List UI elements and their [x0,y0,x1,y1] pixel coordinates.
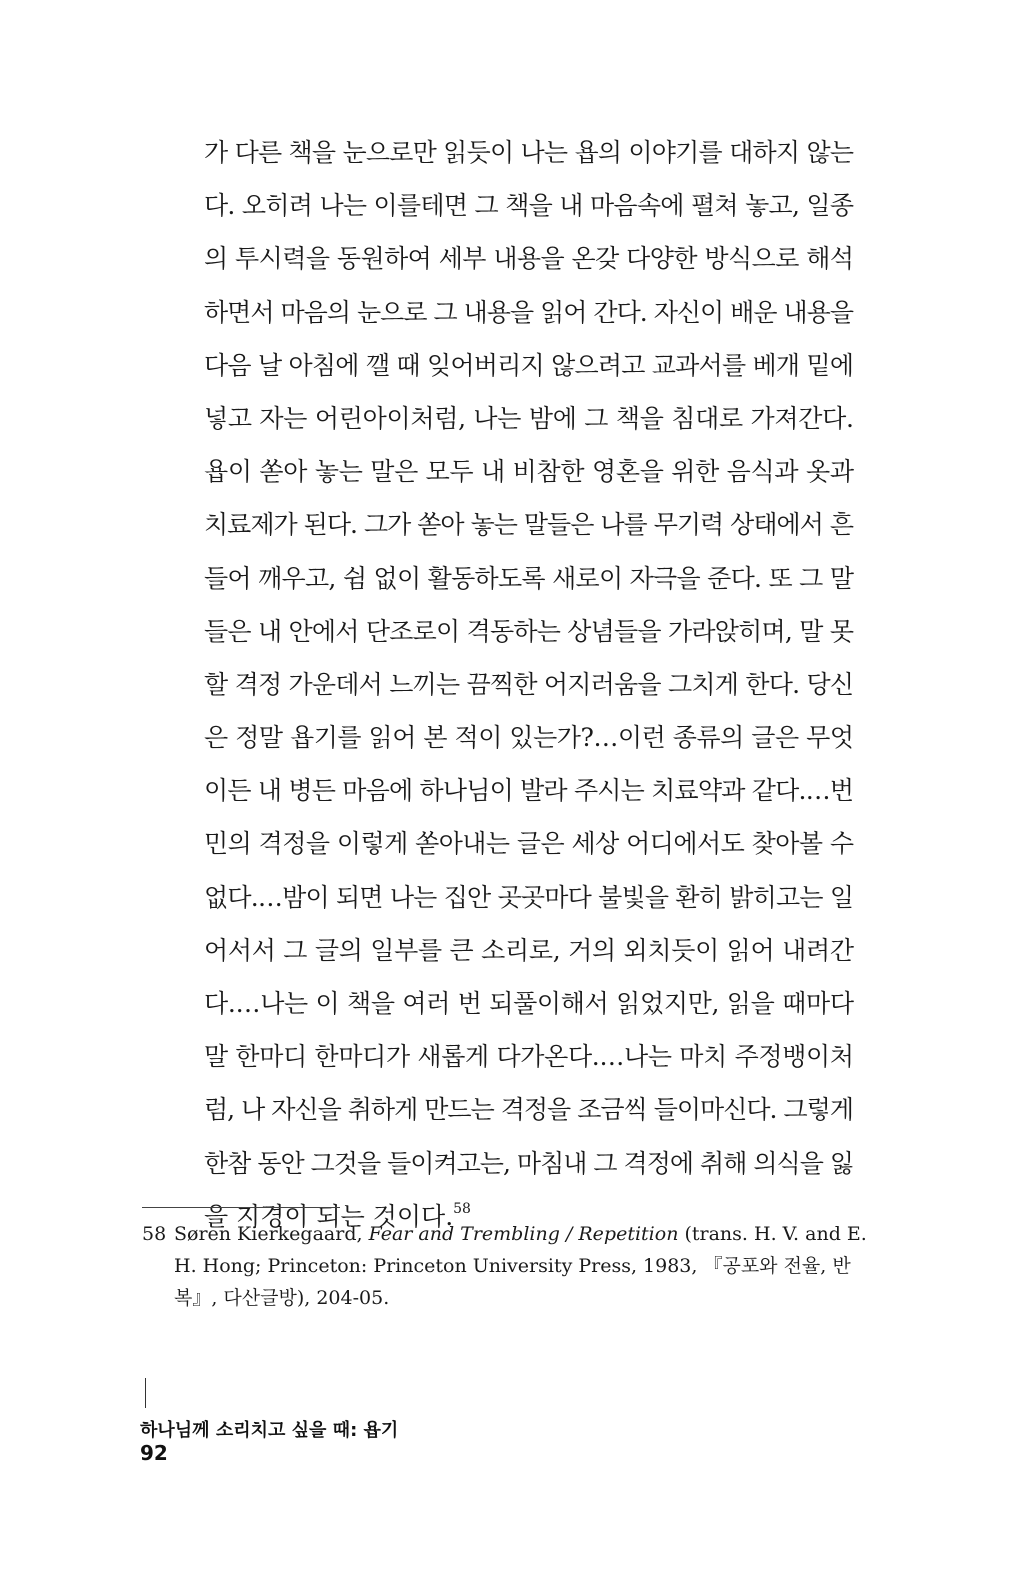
body-line: 넣고 자는 어린아이처럼, 나는 밤에 그 책을 침대로 가져간다. [204,403,854,433]
body-line: 없다.…밤이 되면 나는 집안 곳곳마다 불빛을 환히 밝히고는 일 [204,882,854,912]
body-line: 어서서 그 글의 일부를 큰 소리로, 거의 외치듯이 읽어 내려간 [204,935,854,965]
body-line: 다. 오히려 나는 이를테면 그 책을 내 마음속에 펼쳐 놓고, 일종 [204,191,854,221]
footnote-divider [142,1207,340,1208]
body-line: 한참 동안 그것을 들이켜고는, 마침내 그 격정에 취해 의식을 잃 [204,1148,854,1178]
body-line: 할 격정 가운데서 느끼는 끔찍한 어지러움을 그치게 한다. 당신 [204,669,854,699]
footnote-number: 58 [142,1223,167,1245]
body-line: 하면서 마음의 눈으로 그 내용을 읽어 간다. 자신이 배운 내용을 [204,297,854,327]
body-line: 다.…나는 이 책을 여러 번 되풀이해서 읽었지만, 읽을 때마다 [204,989,854,1018]
body-line: 이든 내 병든 마음에 하나님이 발라 주시는 치료약과 같다.…번 [204,776,854,806]
body-line: 들어 깨우고, 쉼 없이 활동하도록 새로이 자극을 준다. 또 그 말 [204,563,854,593]
body-line: 다음 날 아침에 깰 때 잊어버리지 않으려고 교과서를 베개 밑에 [204,350,854,380]
body-line: 은 정말 욥기를 읽어 본 적이 있는가?…이런 종류의 글은 무엇 [204,723,854,753]
body-text [204,126,854,1243]
body-line: 치료제가 된다. 그가 쏟아 놓는 말들은 나를 무기력 상태에서 흔 [204,510,854,540]
body-line: 럼, 나 자신을 취하게 만드는 격정을 조금씩 들이마신다. 그렇게 [204,1095,854,1125]
body-line: 의 투시력을 동원하여 세부 내용을 온갖 다양한 방식으로 해석 [204,244,854,274]
footer-vertical-rule [145,1378,146,1408]
footnote-reference[interactable]: 58 [453,1200,471,1217]
body-line: 민의 격정을 이렇게 쏟아내는 글은 세상 어디에서도 찾아볼 수 [204,829,854,859]
body-line: 가 다른 책을 눈으로만 읽듯이 나는 욥의 이야기를 대하지 않는 [204,138,854,167]
body-line: 욥이 쏟아 놓는 말은 모두 내 비참한 영혼을 위한 음식과 옷과 [204,457,854,487]
footnote-line [174,1218,867,1250]
footnote [142,1218,867,1314]
footnote-author: Søren Kierkegaard, [174,1223,369,1245]
footnote-line: H. Hong; Princeton: Princeton University Press, 1983, 『공포와 전율, 반 [174,1255,851,1277]
footnote-line: 복』, 다산글방), 204-05. [174,1287,390,1309]
footnote-translator: (trans. H. V. and E. [678,1223,867,1245]
footnote-book-title: Fear and Trembling / Repetition [368,1223,679,1245]
footnote-text [174,1218,867,1314]
body-line: 들은 내 안에서 단조로이 격동하는 상념들을 가라앉히며, 말 못 [204,616,854,646]
page-number: 92 [140,1441,168,1465]
body-line-text: 을 지경이 되는 것이다. [204,1201,454,1231]
body-line: 말 한마디 한마디가 새롭게 다가온다.…나는 마치 주정뱅이처 [204,1042,854,1072]
running-title: 하나님께 소리치고 싶을 때: 욥기 [140,1420,399,1441]
